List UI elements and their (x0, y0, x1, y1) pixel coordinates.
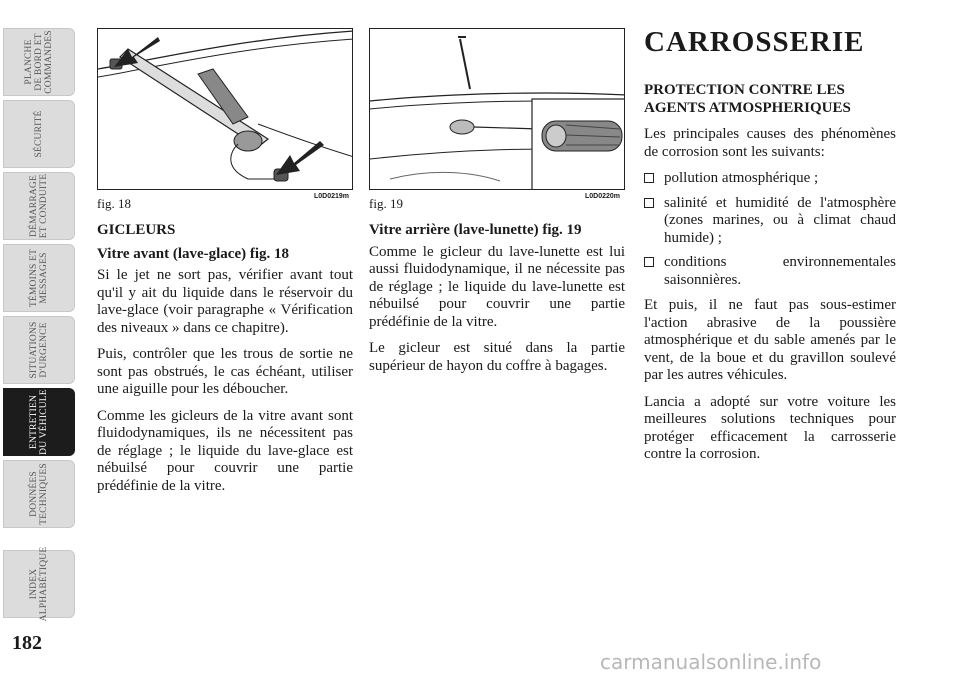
tab-temoins[interactable] (3, 244, 75, 312)
paragraph: Les principales causes des phénomènes de corrosion sont les suivants: (644, 126, 896, 160)
column-gicleurs (97, 222, 353, 504)
paragraph: Puis, contrôler que les trous de sortie ne sont pas obstrués, le cas échéant, utiliser une aiguille pour les déboucher. (97, 346, 353, 397)
tab-planche-de-bord[interactable] (3, 28, 75, 96)
fig-19-caption: fig. 19 (369, 196, 403, 211)
list-item: conditions environnementales saisonnières. (644, 254, 896, 289)
list-item: pollution atmosphérique ; (644, 170, 896, 188)
fig-19-code: L0D0220m (585, 193, 621, 200)
tab-index[interactable] (3, 546, 75, 622)
fig-18-caption: fig. 18 (97, 196, 131, 211)
tab-label: ENTRETIEN DU VÉHICULE (29, 389, 49, 455)
page-title: CARROSSERIE (644, 26, 865, 58)
list-item: salinité et humidité de l'atmosphère (zones marines, ou à climat chaud humide) ; (644, 195, 896, 248)
checkbox-bullet-icon (644, 257, 654, 267)
fig-18-code: L0D0219m (314, 193, 350, 200)
tab-entretien[interactable] (3, 388, 75, 456)
tab-label: INDEX ALPHABÉTIQUE (29, 546, 49, 622)
tab-donnees[interactable] (3, 460, 75, 528)
tab-demarrage[interactable] (3, 172, 75, 240)
figure-19-image (369, 28, 625, 190)
paragraph: Comme le gicleur du lave-lunette est lui aussi fluidodynamique, il ne nécessite pas de réglage ; le liquide du lave-lunette est nébuilsé pour couvrir une partie prédéfinie de la vitre. (369, 243, 625, 330)
protection-heading: PROTECTION CONTRE LES AGENTS ATMOSPHERIQUES (644, 82, 851, 116)
tab-label: DÉMARRAGE ET CONDUITE (29, 173, 49, 239)
figure-18-image (97, 28, 353, 190)
tab-label: PLANCHE DE BORD ET COMMANDES (24, 30, 54, 94)
section-heading: GICLEURS (97, 222, 176, 238)
column-rear-washer (369, 222, 625, 384)
page-number: 182 (12, 632, 42, 654)
rear-washer-illustration (370, 29, 625, 190)
tab-label: SITUATIONS D'URGENCE (29, 321, 49, 379)
paragraph: Si le jet ne sort pas, vérifier avant tout qu'il y ait du liquide dans le réservoir du lave-glace (voir paragraphe « Vérification des niveaux » dans ce chapitre). (97, 267, 353, 336)
rear-washer-heading: Vitre arrière (lave-lunette) fig. 19 (369, 222, 582, 238)
checkbox-bullet-icon (644, 198, 654, 208)
watermark: carmanualsonline.info (600, 650, 822, 674)
paragraph: Le gicleur est situé dans la partie supérieur de hayon du coffre à bagages. (369, 340, 625, 374)
tab-label: DONNÉES TECHNIQUES (29, 463, 49, 525)
tab-situations[interactable] (3, 316, 75, 384)
front-washer-heading: Vitre avant (lave-glace) fig. 18 (97, 245, 290, 262)
paragraph: Lancia a adopté sur votre voiture les meilleures solutions techniques pour protéger efficacement la carrosserie contre la corrosion. (644, 393, 896, 462)
checkbox-bullet-icon (644, 173, 654, 183)
tab-securite[interactable] (3, 100, 75, 168)
tab-label: SÉCURITÉ (34, 110, 44, 158)
paragraph: Et puis, il ne faut pas sous-estimer l'action abrasive de la poussière atmosphérique et du sable amenés par le vent, de la boue et du gravillon soulevé par les autres véhicules. (644, 297, 896, 383)
tab-label: TÉMOINS ET MESSAGES (29, 248, 49, 308)
column-carrosserie (644, 82, 896, 473)
causes-list (644, 170, 896, 289)
paragraph: Comme les gicleurs de la vitre avant sont fluidodynamiques, ils ne nécessitent pas de réglage ; le liquide du lave-glace est nébuilsé pour couvrir une partie prédéfinie de la vitre. (97, 407, 353, 494)
windshield-washer-illustration (98, 29, 353, 190)
